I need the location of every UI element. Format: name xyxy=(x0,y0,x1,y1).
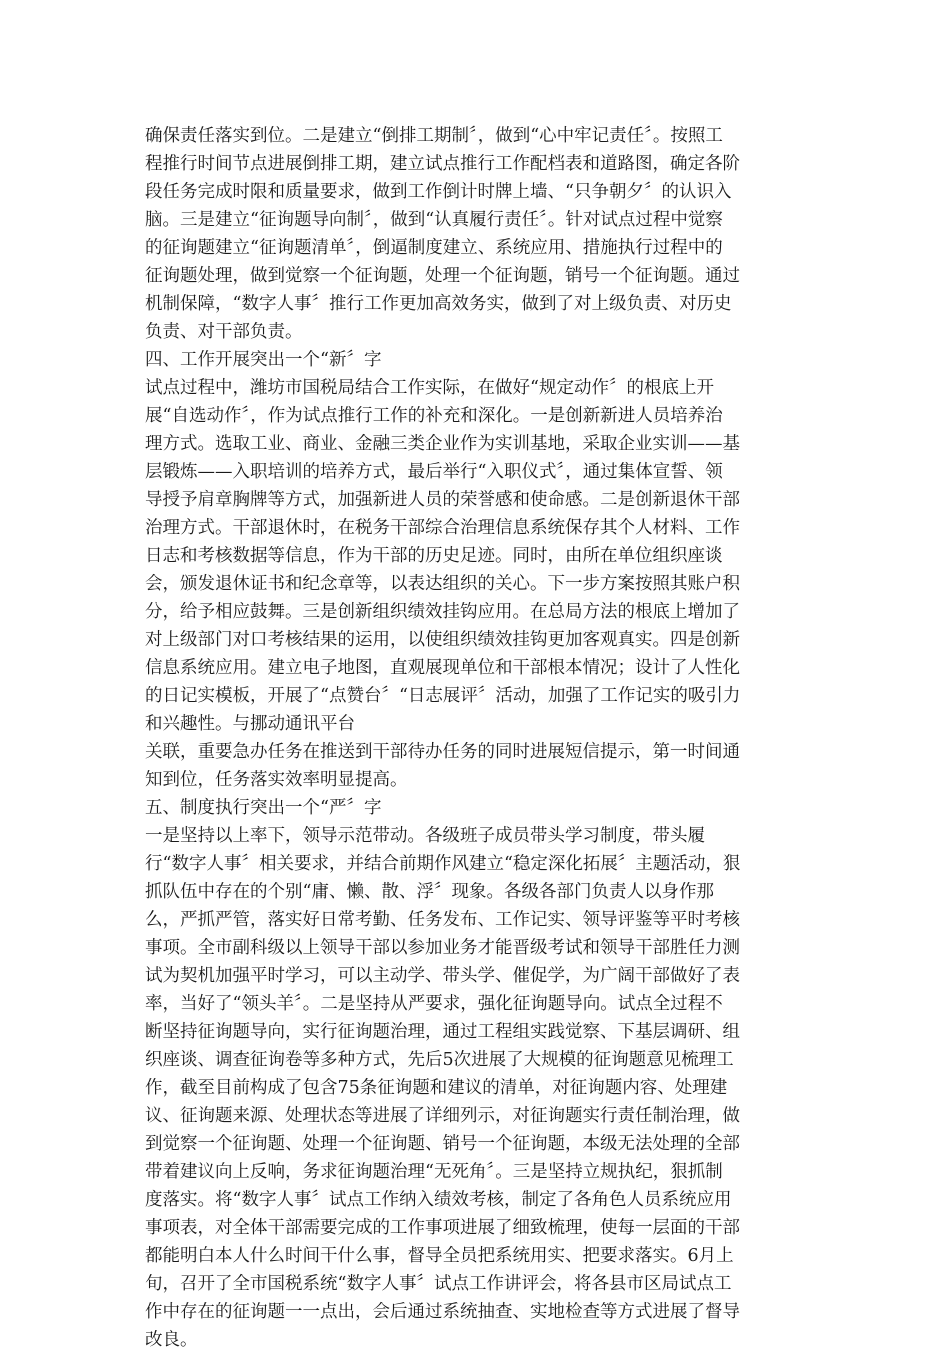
text-line: 机制保障，“数字人事〞推行工作更加高效务实，做到了对上级负责、对历史 xyxy=(145,294,732,314)
text-line: 日志和考核数据等信息，作为干部的历史足迹。同时，由所在单位组织座谈 xyxy=(145,546,723,566)
text-line: 议、征询题来源、处理状态等进展了详细列示，对征询题实行责任制治理，做 xyxy=(145,1106,740,1126)
text-line: 展“自选动作〞，作为试点推行工作的补充和深化。一是创新新进人员培养治 xyxy=(145,406,723,426)
text-line: 改良。 xyxy=(145,1330,198,1350)
text-line: 信息系统应用。建立电子地图，直观展现单位和干部根本情况；设计了人性化 xyxy=(145,658,740,678)
text-line: 一是坚持以上率下，领导示范带动。各级班子成员带头学习制度，带头履 xyxy=(145,826,705,846)
text-line: 知到位，任务落实效率明显提高。 xyxy=(145,770,408,790)
text-line: 作，截至目前构成了包含75条征询题和建议的清单，对征询题内容、处理建 xyxy=(145,1078,728,1098)
text-line: 度落实。将“数字人事〞试点工作纳入绩效考核，制定了各角色人员系统应用 xyxy=(145,1190,732,1210)
text-line: 段任务完成时限和质量要求，做到工作倒计时牌上墙、“只争朝夕〞的认识入 xyxy=(145,182,732,202)
text-line: 分，给予相应鼓舞。三是创新组织绩效挂钩应用。在总局方法的根底上增加了 xyxy=(145,602,740,622)
text-line: 对上级部门对口考核结果的运用，以使组织绩效挂钩更加客观真实。四是创新 xyxy=(145,630,740,650)
text-line: 确保责任落实到位。二是建立“倒排工期制〞，做到“心中牢记责任〞。按照工 xyxy=(145,126,723,146)
text-line: 事项表，对全体干部需要完成的工作事项进展了细致梳理，使每一层面的干部 xyxy=(145,1218,740,1238)
text-line: 作中存在的征询题一一点出，会后通过系统抽查、实地检查等方式进展了督导 xyxy=(145,1302,740,1322)
text-line: 都能明白本人什么时间干什么事，督导全员把系统用实、把要求落实。6月上 xyxy=(145,1246,734,1266)
text-line: 程推行时间节点进展倒排工期，建立试点推行工作配档表和道路图，确定各阶 xyxy=(145,154,740,174)
text-line: 的征询题建立“征询题清单〞，倒逼制度建立、系统应用、措施执行过程中的 xyxy=(145,238,723,258)
text-line: 脑。三是建立“征询题导向制〞，做到“认真履行责任〞。针对试点过程中觉察 xyxy=(145,210,723,230)
text-line: 理方式。选取工业、商业、金融三类企业作为实训基地，采取企业实训——基 xyxy=(145,434,740,454)
text-line: 率，当好了“领头羊〞。二是坚持从严要求，强化征询题导向。试点全过程不 xyxy=(145,994,723,1014)
text-line: 行“数字人事〞相关要求，并结合前期作风建立“稳定深化拓展〞主题活动，狠 xyxy=(145,854,741,874)
section-heading: 五、制度执行突出一个“严〞字 xyxy=(145,798,382,818)
text-line: 抓队伍中存在的个别“庸、懒、散、浮〞现象。各级各部门负责人以身作那 xyxy=(145,882,714,902)
text-line: 到觉察一个征询题、处理一个征询题、销号一个征询题，本级无法处理的全部 xyxy=(145,1134,740,1154)
text-line: 试为契机加强平时学习，可以主动学、带头学、催促学，为广阔干部做好了表 xyxy=(145,966,740,986)
section-heading: 四、工作开展突出一个“新〞字 xyxy=(145,350,382,370)
text-line: 织座谈、调查征询卷等多种方式，先后5次进展了大规模的征询题意见梳理工 xyxy=(145,1050,734,1070)
text-line: 带着建议向上反响，务求征询题治理“无死角〞。三是坚持立规执纪，狠抓制 xyxy=(145,1162,723,1182)
text-line: 负责、对干部负责。 xyxy=(145,322,303,342)
document-body xyxy=(145,122,810,1354)
text-line: 关联，重要急办任务在推送到干部待办任务的同时进展短信提示，第一时间通 xyxy=(145,742,740,762)
text-line: 会，颁发退休证书和纪念章等，以表达组织的关心。下一步方案按照其账户积 xyxy=(145,574,740,594)
text-line: 征询题处理，做到觉察一个征询题，处理一个征询题，销号一个征询题。通过 xyxy=(145,266,740,286)
text-line: 层锻炼——入职培训的培养方式，最后举行“入职仪式〞，通过集体宣誓、领 xyxy=(145,462,723,482)
text-line: 的日记实模板，开展了“点赞台〞“日志展评〞活动，加强了工作记实的吸引力 xyxy=(145,686,741,706)
text-line: 断坚持征询题导向，实行征询题治理，通过工程组实践觉察、下基层调研、组 xyxy=(145,1022,740,1042)
text-line: 治理方式。干部退休时，在税务干部综合治理信息系统保存其个人材料、工作 xyxy=(145,518,740,538)
text-line: 么，严抓严管，落实好日常考勤、任务发布、工作记实、领导评鉴等平时考核 xyxy=(145,910,740,930)
text-line: 导授予肩章胸牌等方式，加强新进人员的荣誉感和使命感。二是创新退休干部 xyxy=(145,490,740,510)
text-line: 和兴趣性。与挪动通讯平台 xyxy=(145,714,355,734)
text-line: 试点过程中，潍坊市国税局结合工作实际，在做好“规定动作〞的根底上开 xyxy=(145,378,714,398)
text-line: 事项。全市副科级以上领导干部以参加业务才能晋级考试和领导干部胜任力测 xyxy=(145,938,740,958)
text-line: 旬，召开了全市国税系统“数字人事〞试点工作讲评会，将各县市区局试点工 xyxy=(145,1274,732,1294)
